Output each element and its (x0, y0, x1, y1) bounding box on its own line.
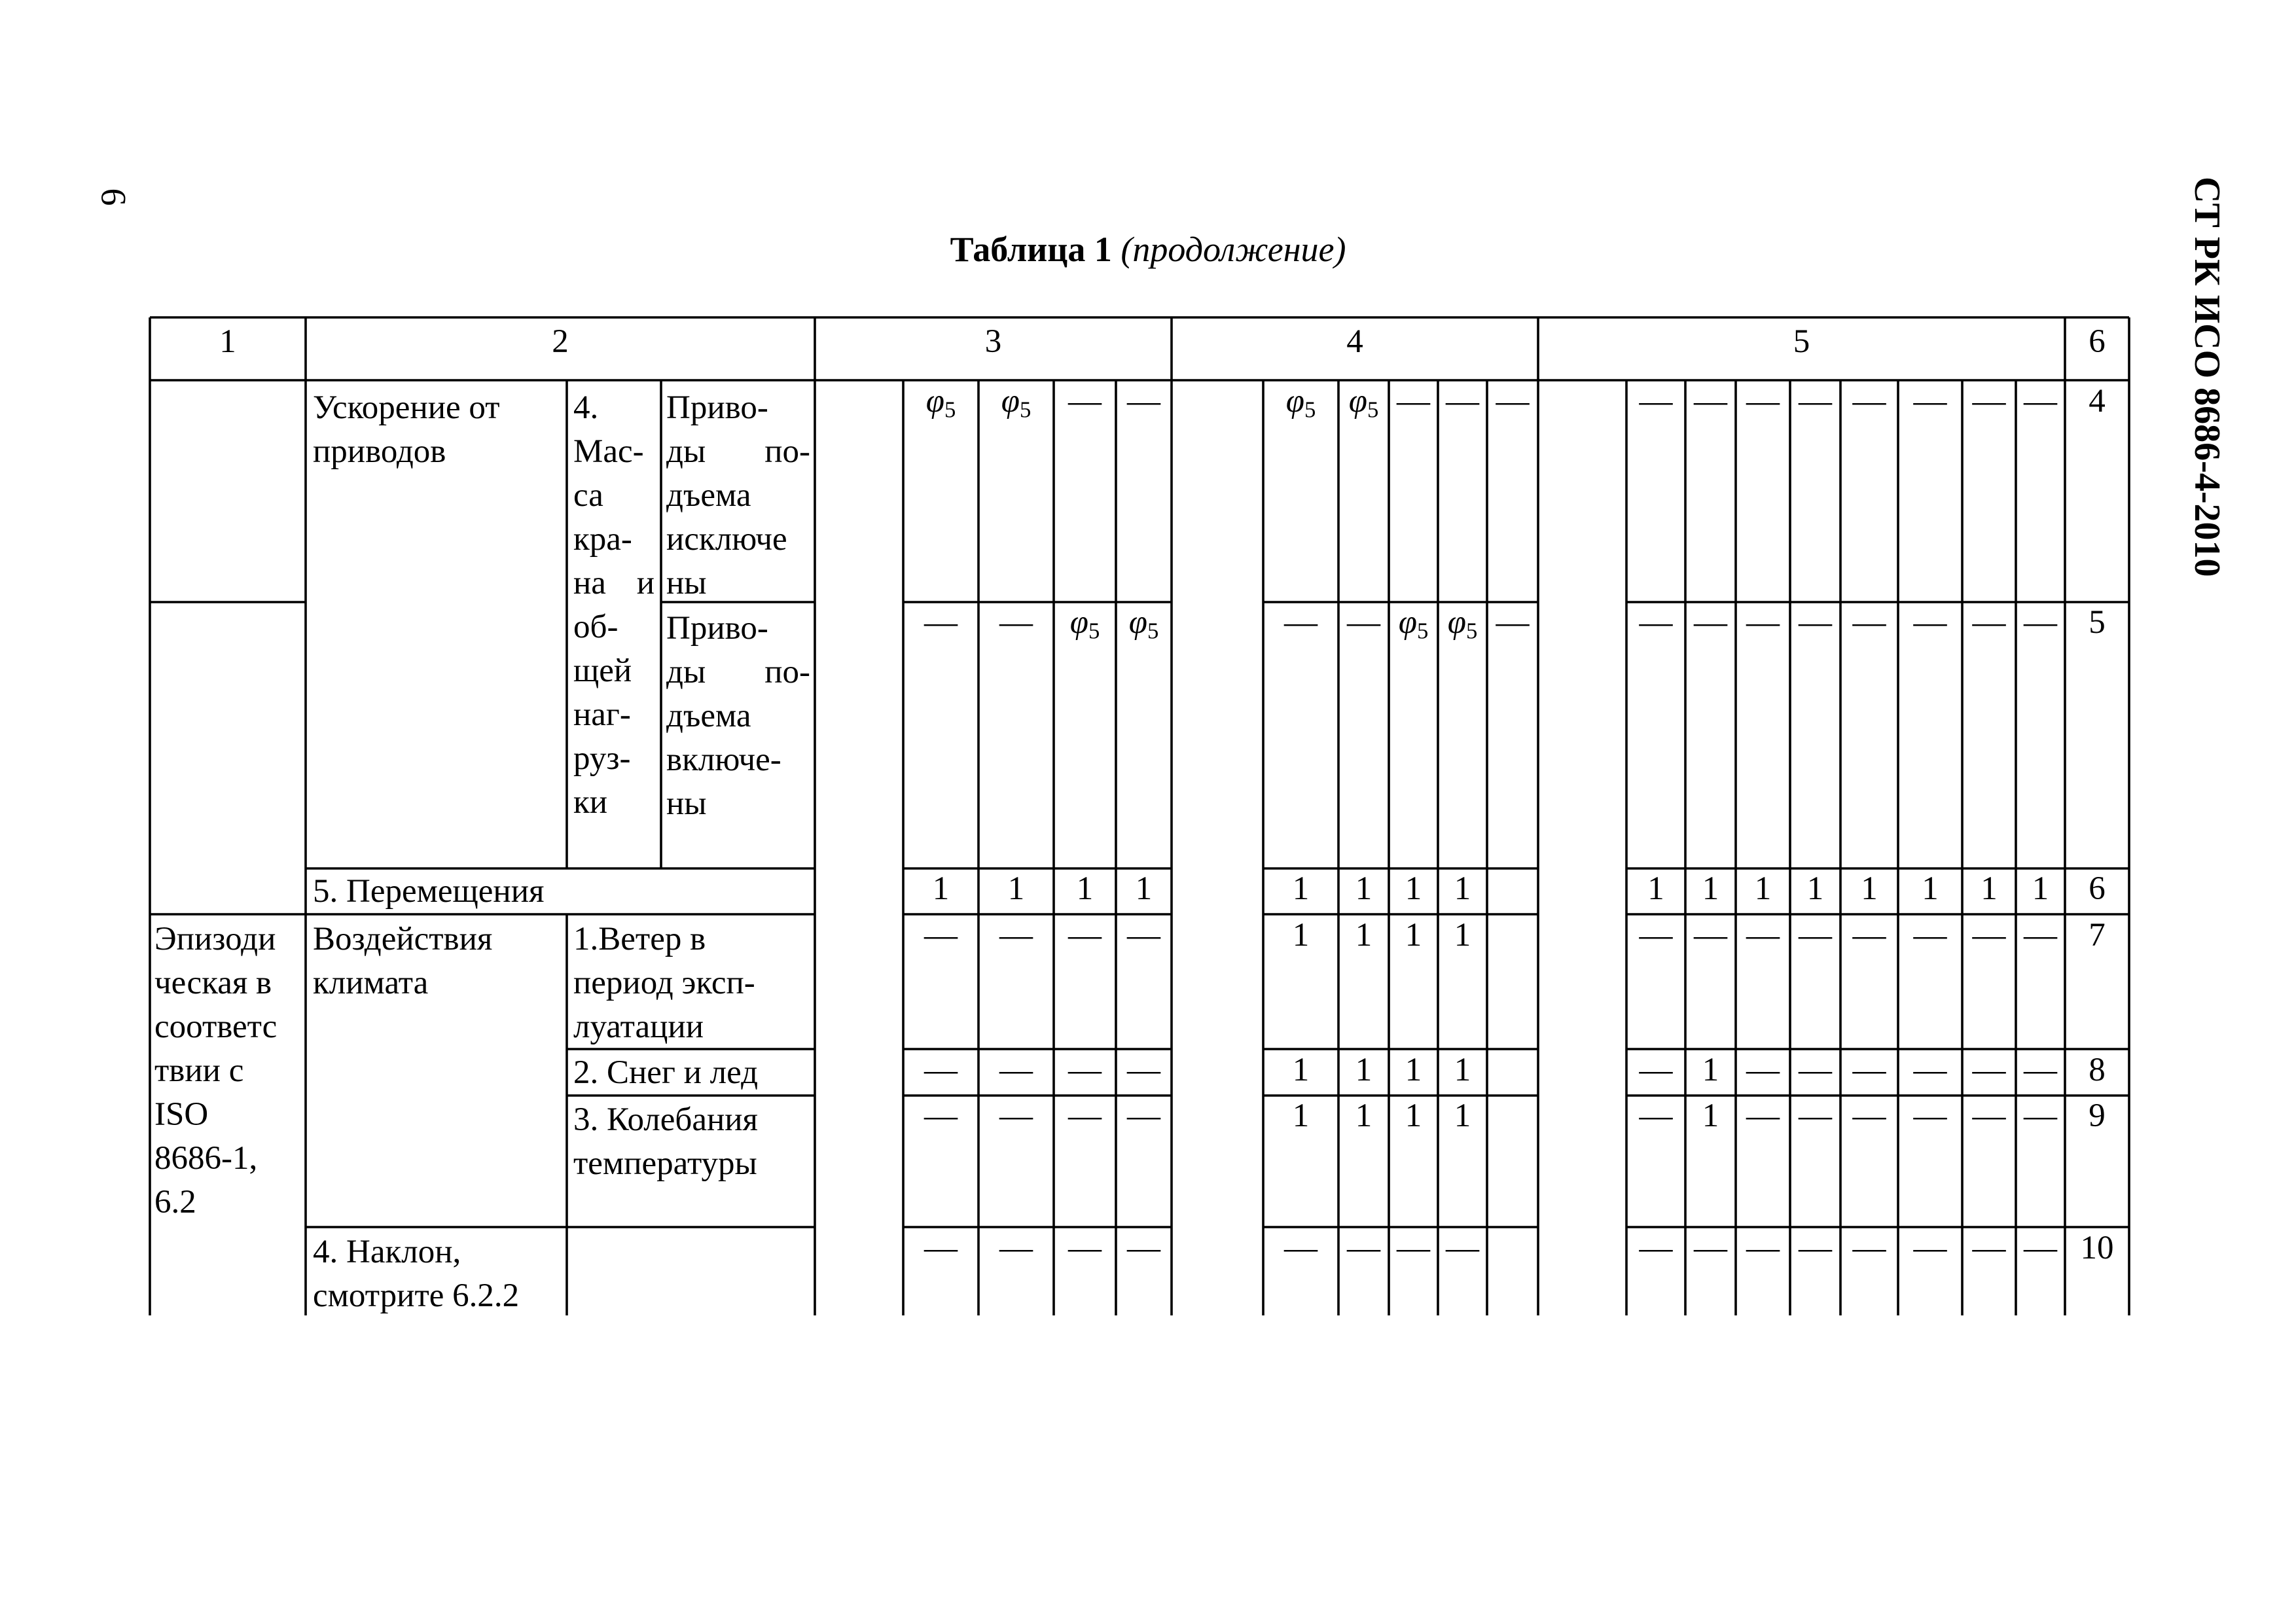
dash-symbol: — (1799, 604, 1832, 641)
dash-symbol: — (1639, 1097, 1673, 1134)
dash-symbol: — (1852, 1097, 1886, 1134)
wind-label: 1.Ветер в период эксп- луатации (573, 921, 755, 1045)
dash-symbol: — (2024, 1052, 2057, 1088)
dash-symbol: — (1694, 604, 1727, 641)
row-number: 6 (2089, 870, 2106, 907)
value-one: 1 (2032, 870, 2049, 907)
value-one: 1 (1454, 1052, 1471, 1088)
dash-symbol: — (1446, 1230, 1479, 1266)
dash-symbol: — (1913, 604, 1947, 641)
dash-symbol: — (1127, 1052, 1160, 1088)
page-number: 6 (94, 188, 134, 206)
dash-symbol: — (924, 917, 958, 954)
dash-symbol: — (1799, 917, 1832, 954)
phi5-symbol: $\varphi_5$ (1069, 604, 1100, 644)
value-one: 1 (1405, 1097, 1422, 1134)
dash-symbol: — (1639, 917, 1673, 954)
dash-symbol: — (1068, 1230, 1102, 1266)
row-number: 10 (2080, 1230, 2114, 1266)
dash-symbol: — (1913, 1097, 1947, 1134)
dash-symbol: — (1068, 917, 1102, 954)
column-header: 4 (1346, 323, 1363, 360)
dash-symbol: — (1852, 604, 1886, 641)
value-one: 1 (1292, 1052, 1310, 1088)
dash-symbol: — (2024, 917, 2057, 954)
row-number: 7 (2089, 917, 2106, 954)
dash-symbol: — (1972, 604, 2006, 641)
dash-symbol: — (1852, 1052, 1886, 1088)
value-one: 1 (1292, 917, 1310, 954)
row-number: 9 (2089, 1097, 2106, 1134)
dash-symbol: — (1068, 383, 1102, 419)
tilt-label: 4. Наклон, смотрите 6.2.2 (313, 1234, 520, 1314)
value-one: 1 (1861, 870, 1878, 907)
value-one: 1 (1405, 870, 1422, 907)
dash-symbol: — (1913, 1230, 1947, 1266)
dash-symbol: — (1972, 1097, 2006, 1134)
dash-symbol: — (1799, 1052, 1832, 1088)
mass-load-label: 4. Мас- са кра- на и об- щей наг- руз- ки (573, 389, 655, 821)
value-one: 1 (1702, 870, 1719, 907)
dash-symbol: — (2024, 1097, 2057, 1134)
dash-symbol: — (1496, 604, 1530, 641)
row-number: 4 (2089, 383, 2106, 419)
dash-symbol: — (1972, 1052, 2006, 1088)
value-one: 1 (1405, 1052, 1422, 1088)
phi5-symbol: $\varphi_5$ (1001, 383, 1031, 423)
value-one: 1 (1007, 870, 1025, 907)
value-one: 1 (1076, 870, 1094, 907)
phi5-symbol: $\varphi_5$ (1348, 383, 1379, 423)
document-code: СТ РК ИСО 8686-4-2010 (2187, 177, 2227, 577)
column-header: 6 (2089, 323, 2106, 360)
dash-symbol: — (1746, 1097, 1780, 1134)
value-one: 1 (1806, 870, 1824, 907)
dash-symbol: — (1913, 917, 1947, 954)
phi5-symbol: $\varphi_5$ (1447, 604, 1478, 644)
value-one: 1 (1454, 870, 1471, 907)
table-title-continuation: (продолжение) (1121, 230, 1346, 269)
dash-symbol: — (1639, 383, 1673, 419)
dash-symbol: — (1746, 383, 1780, 419)
value-one: 1 (1922, 870, 1939, 907)
dash-symbol: — (999, 1052, 1033, 1088)
value-one: 1 (1135, 870, 1153, 907)
value-one: 1 (1454, 917, 1471, 954)
dash-symbol: — (1799, 383, 1832, 419)
dash-symbol: — (1799, 1097, 1832, 1134)
dash-symbol: — (1913, 383, 1947, 419)
dash-symbol: — (1852, 1230, 1886, 1266)
value-one: 1 (1981, 870, 1998, 907)
dash-symbol: — (999, 1097, 1033, 1134)
dash-symbol: — (1746, 1052, 1780, 1088)
value-one: 1 (1702, 1052, 1719, 1088)
value-one: 1 (1355, 917, 1372, 954)
dash-symbol: — (924, 604, 958, 641)
dash-symbol: — (924, 1097, 958, 1134)
dash-symbol: — (1397, 1230, 1430, 1266)
phi5-symbol: $\varphi_5$ (925, 383, 956, 423)
dash-symbol: — (1852, 917, 1886, 954)
dash-symbol: — (1639, 1052, 1673, 1088)
value-one: 1 (1355, 1052, 1372, 1088)
episodic-label: Эпизоди ческая в соответс твии с ISO 8686-1, 6.2 (154, 921, 278, 1221)
value-one: 1 (1355, 870, 1372, 907)
dash-symbol: — (1127, 1230, 1160, 1266)
dash-symbol: — (1694, 383, 1727, 419)
displacements-label: 5. Перемещения (313, 873, 545, 910)
value-one: 1 (1702, 1097, 1719, 1134)
table-title-label: Таблица 1 (950, 230, 1112, 269)
climate-label: Воздействия климата (313, 921, 493, 1001)
column-header: 3 (984, 323, 1002, 360)
dash-symbol: — (1799, 1230, 1832, 1266)
dash-symbol: — (1397, 383, 1430, 419)
dash-symbol: — (1746, 1230, 1780, 1266)
dash-symbol: — (1347, 604, 1380, 641)
value-one: 1 (1754, 870, 1772, 907)
row-number: 8 (2089, 1052, 2106, 1088)
dash-symbol: — (2024, 1230, 2057, 1266)
dash-symbol: — (1068, 1097, 1102, 1134)
dash-symbol: — (2024, 383, 2057, 419)
phi5-symbol: $\varphi_5$ (1285, 383, 1316, 423)
dash-symbol: — (924, 1052, 958, 1088)
value-one: 1 (1405, 917, 1422, 954)
phi5-symbol: $\varphi_5$ (1398, 604, 1429, 644)
dash-symbol: — (1127, 917, 1160, 954)
hoist-included-label: Приво- ды по- дъема включе- ны (666, 610, 810, 822)
dash-symbol: — (1446, 383, 1479, 419)
dash-symbol: — (1127, 383, 1160, 419)
temperature-label: 3. Колебания температуры (573, 1101, 759, 1182)
value-one: 1 (1292, 1097, 1310, 1134)
column-header: 1 (219, 323, 236, 360)
value-one: 1 (932, 870, 950, 907)
dash-symbol: — (1639, 604, 1673, 641)
dash-symbol: — (1972, 917, 2006, 954)
dash-symbol: — (1347, 1230, 1380, 1266)
dash-symbol: — (1972, 383, 2006, 419)
dash-symbol: — (1972, 1230, 2006, 1266)
dash-symbol: — (1913, 1052, 1947, 1088)
dash-symbol: — (999, 604, 1033, 641)
phi5-symbol: $\varphi_5$ (1128, 604, 1159, 644)
dash-symbol: — (1746, 604, 1780, 641)
row-number: 5 (2089, 604, 2106, 641)
column-header: 5 (1793, 323, 1810, 360)
dash-symbol: — (1496, 383, 1530, 419)
column-header: 2 (552, 323, 569, 360)
snow-label: 2. Снег и лед (573, 1054, 759, 1091)
dash-symbol: — (999, 917, 1033, 954)
dash-symbol: — (1694, 1230, 1727, 1266)
hoist-excluded-label: Приво- ды по- дъема исключе ны (666, 389, 810, 601)
dash-symbol: — (1284, 604, 1318, 641)
dash-symbol: — (1852, 383, 1886, 419)
dash-symbol: — (999, 1230, 1033, 1266)
dash-symbol: — (924, 1230, 958, 1266)
dash-symbol: — (1068, 1052, 1102, 1088)
dash-symbol: — (1694, 917, 1727, 954)
value-one: 1 (1292, 870, 1310, 907)
dash-symbol: — (1127, 1097, 1160, 1134)
dash-symbol: — (2024, 604, 2057, 641)
dash-symbol: — (1284, 1230, 1318, 1266)
value-one: 1 (1647, 870, 1664, 907)
value-one: 1 (1454, 1097, 1471, 1134)
acceleration-label: Ускорение от приводов (313, 389, 500, 470)
value-one: 1 (1355, 1097, 1372, 1134)
dash-symbol: — (1746, 917, 1780, 954)
dash-symbol: — (1639, 1230, 1673, 1266)
